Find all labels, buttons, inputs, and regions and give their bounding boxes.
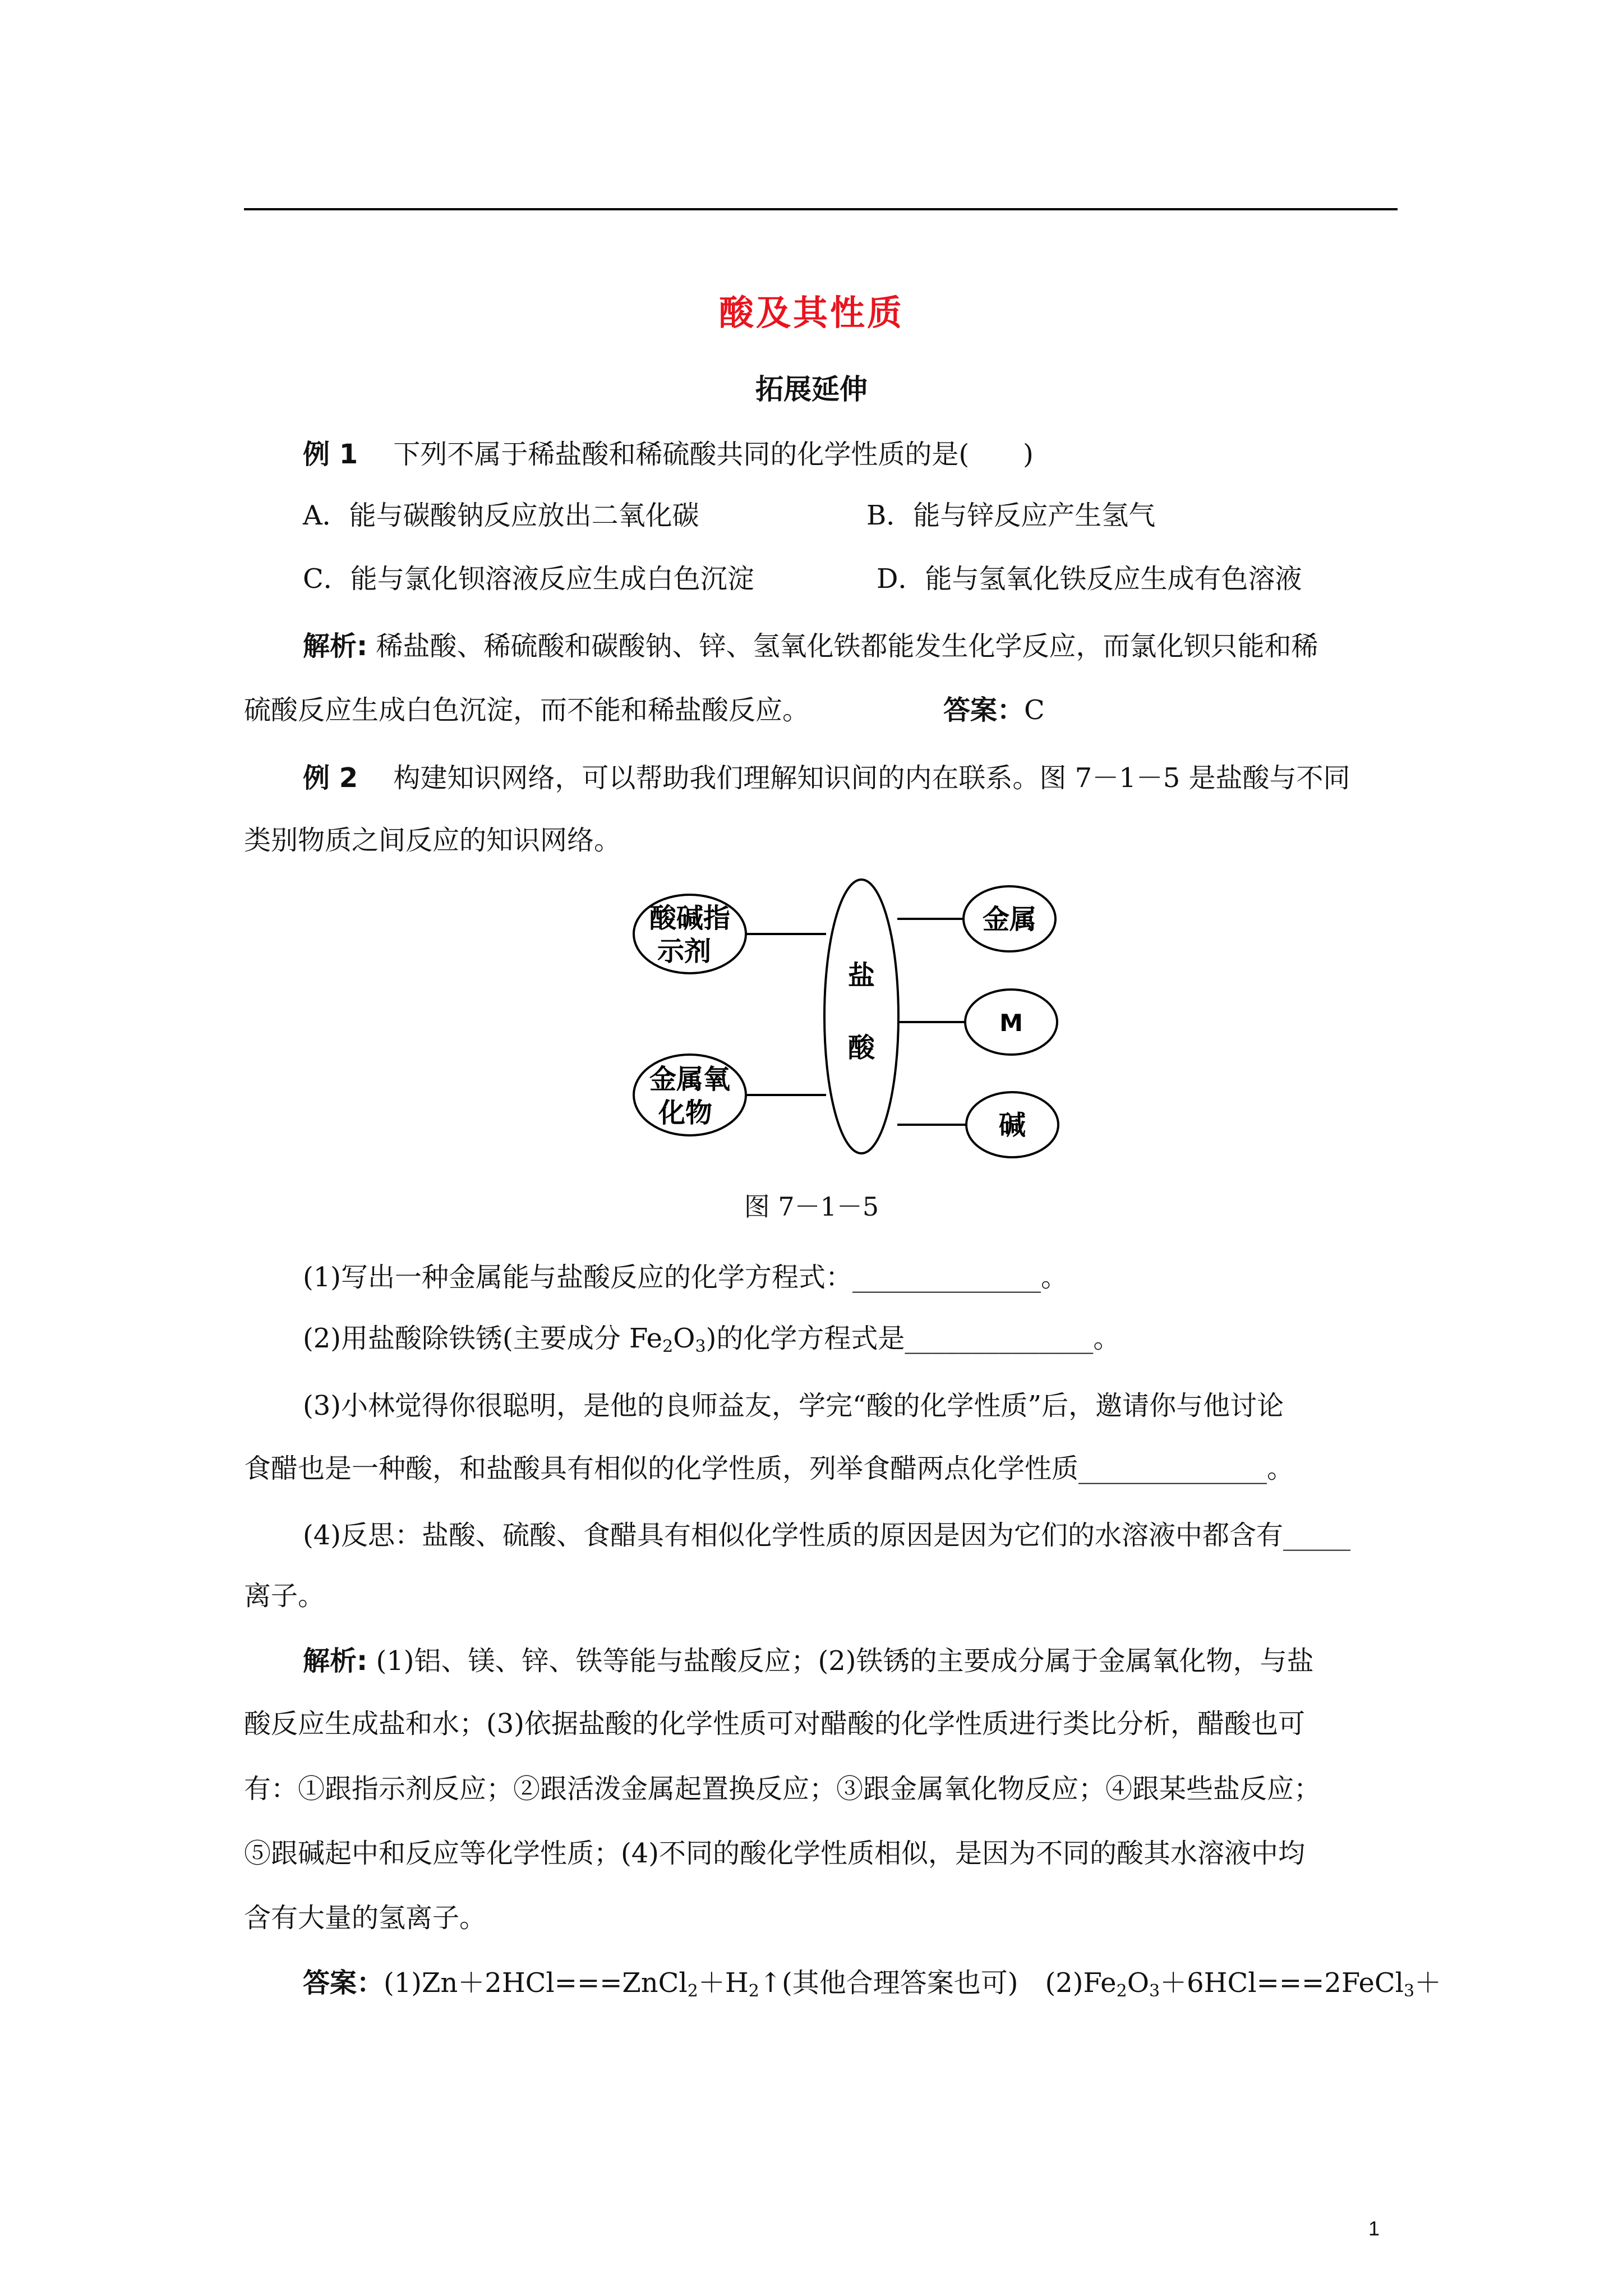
center-label-1: 盐 <box>847 960 875 991</box>
q2-text: O <box>673 1323 695 1354</box>
answer-subscript: 3 <box>1149 1981 1160 2001</box>
example1-options-ab <box>303 498 1456 533</box>
example2-analysis-line2: 酸反应生成盐和水；(3)依据盐酸的化学性质可对醋酸的化学性质进行类比分析，醋酸也可 <box>244 1708 1305 1740</box>
option-d: D．能与氢氧化铁反应生成有色溶液 <box>877 563 1302 595</box>
question-2 <box>303 1320 1456 1365</box>
left-top-label-1: 酸碱指 <box>649 903 731 934</box>
page-title: 酸及其性质 <box>718 292 904 333</box>
example1-label: 例 1 <box>303 439 358 470</box>
option-a: A．能与碳酸钠反应放出二氧化碳 <box>303 500 699 531</box>
option-c: C．能与氯化钡溶液反应生成白色沉淀 <box>303 563 754 595</box>
left-bottom-label-2: 化物 <box>658 1097 713 1129</box>
example2-analysis-line3: 有：①跟指示剂反应；②跟活泼金属起置换反应；③跟金属氧化物反应；④跟某些盐反应； <box>244 1773 1321 1805</box>
example2-intro-line1 <box>303 760 1456 796</box>
analysis-label: 解析: <box>303 1645 368 1677</box>
example2-analysis-line4: ⑤跟碱起中和反应等化学性质；(4)不同的酸化学性质相似，是因为不同的酸其水溶液中均 <box>244 1838 1305 1869</box>
answer-subscript: 2 <box>748 1981 759 2001</box>
left-top-label-2: 示剂 <box>657 936 712 967</box>
answer-subscript: 2 <box>1116 1981 1127 2001</box>
question-3-line1: (3)小林觉得你很聪明，是他的良师益友，学完“酸的化学性质”后，邀请你与他讨论 <box>303 1390 1284 1421</box>
answer-label: 答案： <box>943 694 1025 726</box>
page-number: 1 <box>1368 2217 1380 2240</box>
answer-text: (1)Zn＋2HCl===ZnCl <box>384 1967 688 1999</box>
option-b: B．能与锌反应产生氢气 <box>866 500 1156 531</box>
q2-subscript: 3 <box>695 1337 706 1356</box>
example1-analysis-line2 <box>244 692 1398 728</box>
question-1: (1)写出一种金属能与盐酸反应的化学方程式：______________。 <box>303 1262 1068 1293</box>
q2-text: (2)用盐酸除铁锈(主要成分 Fe <box>303 1323 663 1354</box>
q2-subscript: 2 <box>662 1337 674 1356</box>
header-rule <box>244 208 1398 210</box>
question-4-line1: (4)反思：盐酸、硫酸、食醋具有相似化学性质的原因是因为它们的水溶液中都含有_____ <box>303 1520 1350 1551</box>
answer-text: ＋ <box>1414 1967 1442 1999</box>
analysis-text: 稀盐酸、稀硫酸和碳酸钠、锌、氢氧化铁都能发生化学反应，而氯化钡只能和稀 <box>376 631 1318 662</box>
example2-answer <box>303 1965 1456 2009</box>
section-subtitle: 拓展延伸 <box>755 373 868 406</box>
example2-intro-text: 构建知识网络，可以帮助我们理解知识间的内在联系。图 7－1－5 是盐酸与不同 <box>393 762 1350 794</box>
analysis-label: 解析: <box>303 631 368 662</box>
answer-text: ↑(其他合理答案也可) (2)Fe <box>759 1967 1117 1999</box>
left-bottom-label-1: 金属氧 <box>649 1064 731 1095</box>
right-middle-label: M <box>999 1009 1023 1037</box>
right-bottom-label: 碱 <box>998 1110 1026 1141</box>
example1-options-cd <box>303 561 1456 597</box>
answer-subscript: 2 <box>687 1981 698 2001</box>
answer-text: O <box>1127 1967 1150 1999</box>
example2-analysis-line1 <box>303 1643 1456 1679</box>
example1-answer <box>943 692 1045 728</box>
analysis-text: (1)铝、镁、锌、铁等能与盐酸反应；(2)铁锈的主要成分属于金属氧化物，与盐 <box>376 1645 1314 1677</box>
q2-text: )的化学方程式是______________。 <box>706 1323 1121 1354</box>
example1-analysis-line1 <box>303 628 1456 664</box>
example2-intro-line2: 类别物质之间反应的知识网络。 <box>244 825 621 856</box>
example1-question <box>303 436 1456 472</box>
example2-label: 例 2 <box>303 762 358 794</box>
answer-label: 答案： <box>303 1967 384 1999</box>
example2-analysis-line5: 含有大量的氢离子。 <box>244 1902 487 1934</box>
answer-text: ＋6HCl===2FeCl <box>1160 1967 1404 1999</box>
answer-value: C <box>1024 694 1045 726</box>
center-ellipse <box>824 880 898 1153</box>
question-3-line2: 食醋也是一种酸，和盐酸具有相似的化学性质，列举食醋两点化学性质______________。 <box>244 1453 1294 1484</box>
right-top-label: 金属 <box>982 904 1037 935</box>
answer-text: ＋H <box>698 1967 749 1999</box>
example1-question-text: 下列不属于稀盐酸和稀硫酸共同的化学性质的是( ) <box>393 439 1034 470</box>
knowledge-network-diagram <box>628 875 1094 1158</box>
analysis-text: 硫酸反应生成白色沉淀，而不能和稀盐酸反应。 <box>244 694 810 726</box>
center-label-2: 酸 <box>847 1032 875 1064</box>
question-4-line2: 离子。 <box>244 1580 325 1612</box>
answer-subscript: 3 <box>1403 1981 1415 2001</box>
figure-caption: 图 7－1－5 <box>744 1191 879 1222</box>
